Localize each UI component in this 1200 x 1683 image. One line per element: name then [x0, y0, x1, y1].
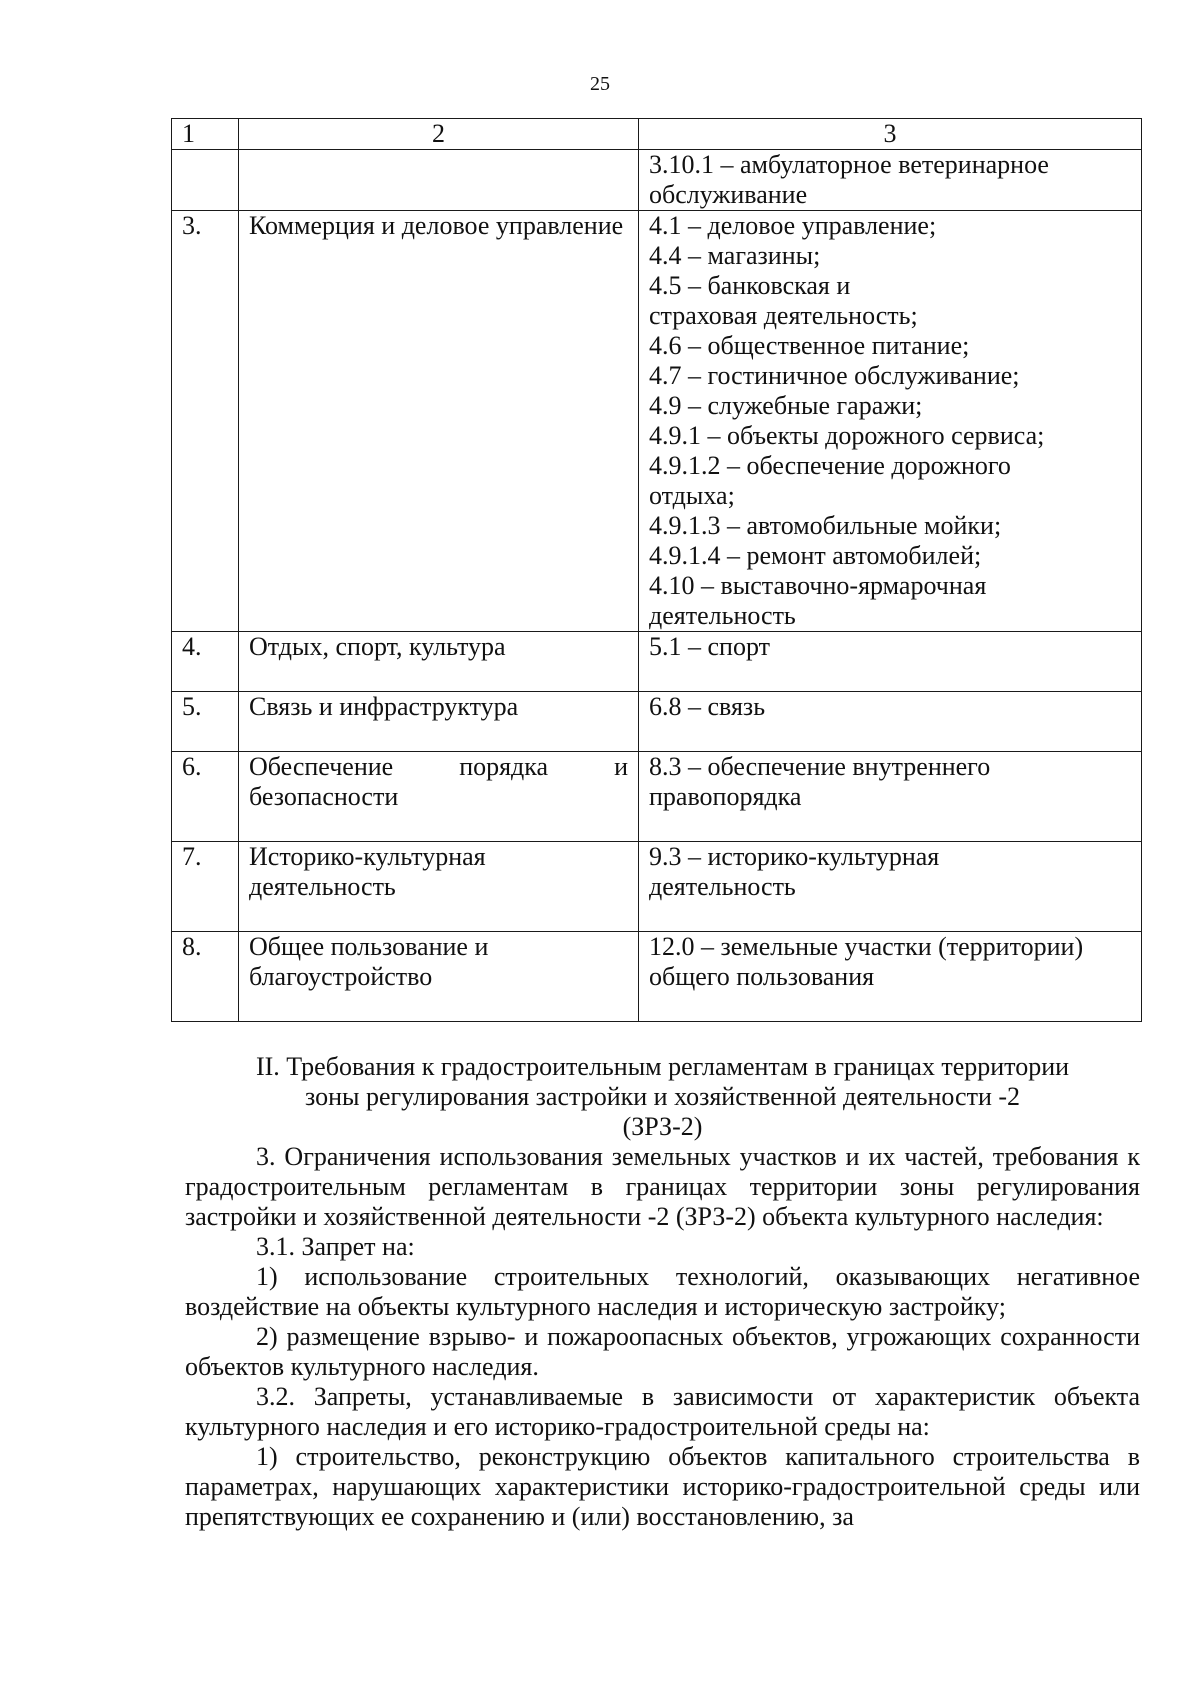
- use-line: отдыха;: [649, 481, 735, 510]
- row-number: 3.: [172, 211, 239, 632]
- row-number: 5.: [172, 692, 239, 752]
- name-line: безопасности: [249, 782, 399, 811]
- use-line: 4.9.1 – объекты дорожного сервиса;: [649, 421, 1045, 450]
- row-uses: [639, 752, 1142, 842]
- use-line: 4.10 – выставочно-ярмарочная: [649, 571, 987, 600]
- row-name: Коммерция и деловое управление: [239, 211, 639, 632]
- row-name: [239, 150, 639, 211]
- row-number: 8.: [172, 932, 239, 1022]
- table-row: [172, 692, 1142, 752]
- table-row: [172, 211, 1142, 632]
- use-line: 4.5 – банковская и: [649, 271, 851, 300]
- use-line: правопорядка: [649, 782, 802, 811]
- use-line: 4.7 – гостиничное обслуживание;: [649, 361, 1020, 390]
- table-row: [172, 752, 1142, 842]
- paragraph: 1) строительство, реконструкцию объектов капитального строительства в параметрах, нарушающих характеристики историко-градостроительной среды или препятствующих ее сохранению и (или) восстановлению, за: [185, 1442, 1140, 1531]
- use-line: 12.0 – земельные участки (территории): [649, 932, 1084, 961]
- use-line: страховая деятельность;: [649, 301, 918, 330]
- row-number: 7.: [172, 842, 239, 932]
- paragraph: 3. Ограничения использования земельных участков и их частей, требования к градостроительным регламентам в границах территории зоны регулирования застройки и хозяйственной деятельности -2 (ЗРЗ-2) объекта культурного наследия:: [185, 1142, 1140, 1231]
- paragraph: 3.2. Запреты, устанавливаемые в зависимости от характеристик объекта культурного наследия и его историко-градостроительной среды на:: [185, 1382, 1140, 1441]
- use-line: 4.9.1.4 – ремонт автомобилей;: [649, 541, 982, 570]
- use-line: деятельность: [649, 601, 796, 630]
- row-name: [239, 752, 639, 842]
- header-col-2: 2: [239, 119, 639, 150]
- paragraph: 2) размещение взрыво- и пожароопасных объектов, угрожающих сохранности объектов культурного наследия.: [185, 1322, 1140, 1381]
- use-line: 9.3 – историко-культурная: [649, 842, 940, 871]
- use-line: 4.4 – магазины;: [649, 241, 821, 270]
- header-col-1: 1: [172, 119, 239, 150]
- section-heading: [185, 1052, 1140, 1142]
- table-row: [172, 842, 1142, 932]
- use-line: 8.3 – обеспечение внутреннего: [649, 752, 991, 781]
- use-line: 3.10.1 – амбулаторное ветеринарное: [649, 150, 1049, 179]
- table-header-row: [172, 119, 1142, 150]
- use-line: 4.9.1.2 – обеспечение дорожного: [649, 451, 1011, 480]
- row-number: 4.: [172, 632, 239, 692]
- heading-line: зоны регулирования застройки и хозяйственной деятельности -2: [304, 1082, 1021, 1111]
- row-uses: [639, 692, 1142, 752]
- use-line: 4.1 – деловое управление;: [649, 211, 937, 240]
- row-uses: [639, 632, 1142, 692]
- heading-line: (ЗРЗ-2): [622, 1112, 703, 1141]
- use-line: обслуживание: [649, 180, 808, 209]
- use-line: общего пользования: [649, 962, 875, 991]
- row-name: Связь и инфраструктура: [239, 692, 639, 752]
- use-line: 5.1 – спорт: [649, 632, 770, 661]
- use-line: 4.6 – общественное питание;: [649, 331, 970, 360]
- row-uses: [639, 842, 1142, 932]
- land-use-table: [171, 118, 1142, 1022]
- paragraph: 1) использование строительных технологий, оказывающих негативное воздействие на объекты культурного наследия и историческую застройку;: [185, 1262, 1140, 1321]
- row-name: Историко-культурная деятельность: [239, 842, 639, 932]
- heading-line: II. Требования к градостроительным регламентам в границах территории: [255, 1052, 1070, 1081]
- table-row: [172, 150, 1142, 211]
- use-line: 4.9.1.3 – автомобильные мойки;: [649, 511, 1002, 540]
- row-name: Общее пользование и благоустройство: [239, 932, 639, 1022]
- table-row: [172, 632, 1142, 692]
- row-number: 6.: [172, 752, 239, 842]
- header-col-3: 3: [639, 119, 1142, 150]
- row-uses: [639, 150, 1142, 211]
- row-uses: [639, 932, 1142, 1022]
- row-uses: [639, 211, 1142, 632]
- use-line: 4.9 – служебные гаражи;: [649, 391, 923, 420]
- page-number: 25: [590, 73, 610, 95]
- name-line: Обеспечение порядка и: [249, 752, 628, 781]
- paragraph: 3.1. Запрет на:: [256, 1232, 415, 1261]
- use-line: деятельность: [649, 872, 796, 901]
- table-row: [172, 932, 1142, 1022]
- use-line: 6.8 – связь: [649, 692, 766, 721]
- row-number: [172, 150, 239, 211]
- row-name: Отдых, спорт, культура: [239, 632, 639, 692]
- section-body: [185, 1052, 1140, 1532]
